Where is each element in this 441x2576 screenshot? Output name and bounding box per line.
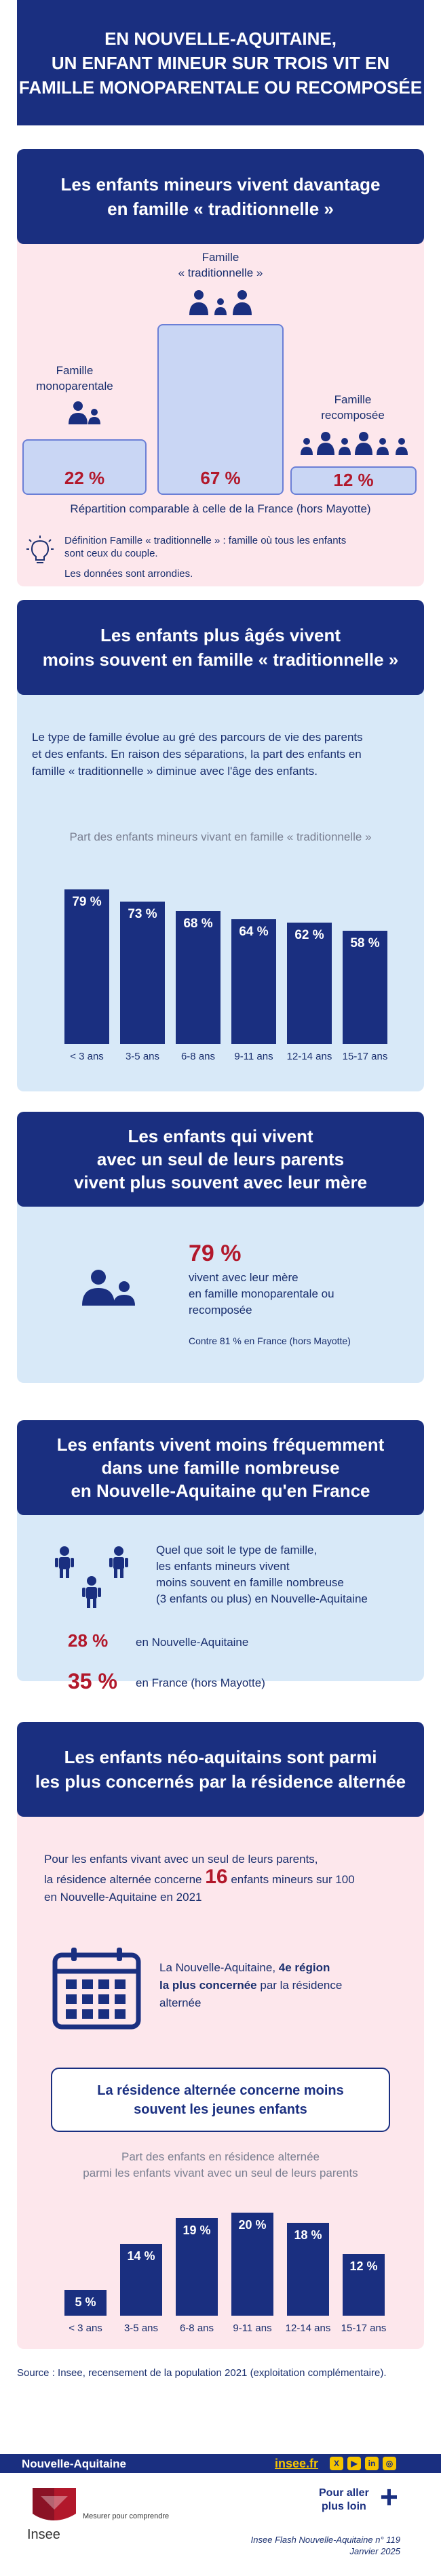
family-recomp-label: Famille recomposée bbox=[321, 393, 385, 422]
family-mono-label: Famille monoparentale bbox=[36, 364, 113, 393]
x-tick-label: 6-8 ans bbox=[179, 2322, 214, 2334]
insee-tagline: Mesurer pour comprendre bbox=[83, 2512, 170, 2520]
three-children-icon bbox=[51, 1546, 132, 1613]
insee-logo bbox=[27, 2487, 81, 2527]
chart-2 bbox=[17, 2183, 424, 2346]
chart-bar bbox=[120, 902, 165, 1044]
na-large-family-value: 28 % bbox=[68, 1630, 109, 1651]
x-tick-label: 9-11 ans bbox=[233, 2322, 272, 2334]
footer-site-link[interactable]: insee.fr bbox=[275, 2457, 319, 2470]
family-trad-icon bbox=[187, 288, 254, 318]
mother-share-compare: Contre 81 % en France (hors Mayotte) bbox=[189, 1335, 351, 1346]
chart-1 bbox=[17, 847, 424, 1071]
family-recomp-icon bbox=[299, 430, 414, 456]
chart-2-title: Part des enfants en résidence alternée parmi les enfants vivant avec un seul de leurs parents bbox=[83, 2150, 358, 2179]
x-tick-label: 3-5 ans bbox=[125, 1051, 160, 1062]
bar-value-label: 5 % bbox=[75, 2295, 96, 2309]
section-5-title: Les enfants néo-aquitains sont parmi les plus concernés par la résidence alternée bbox=[17, 1722, 424, 1817]
family-mono-value: 22 % bbox=[64, 468, 105, 488]
bar-value-label: 58 % bbox=[350, 935, 380, 950]
bar-value-label: 68 % bbox=[183, 917, 213, 931]
family-trad-label: Famille « traditionnelle » bbox=[178, 251, 263, 279]
more-info-link[interactable]: Pour aller plus loin bbox=[319, 2487, 369, 2512]
header-line-2: UN ENFANT MINEUR SUR TROIS VIT EN bbox=[51, 52, 390, 73]
x-tick-label: 15-17 ans bbox=[342, 1051, 388, 1062]
x-tick-label: 12-14 ans bbox=[285, 2322, 331, 2334]
publication-info: Insee Flash Nouvelle-Aquitaine n° 119 Janvier 2025 bbox=[250, 2535, 400, 2556]
x-tick-label: 15-17 ans bbox=[341, 2322, 387, 2334]
definition-text: Définition Famille « traditionnelle » : famille où tous les enfants sont ceux du couple. bbox=[64, 535, 347, 559]
bar-value-label: 62 % bbox=[294, 928, 324, 943]
bar-value-label: 73 % bbox=[128, 906, 157, 921]
chart-bar bbox=[64, 889, 109, 1044]
x-tick-label: < 3 ans bbox=[69, 2322, 102, 2334]
family-mono-icon bbox=[64, 400, 105, 427]
x-tick-label: 6-8 ans bbox=[180, 1051, 216, 1062]
header-line-3: FAMILLE MONOPARENTALE OU RECOMPOSÉE bbox=[18, 77, 423, 98]
header-banner bbox=[17, 0, 424, 125]
bar-value-label: 19 % bbox=[183, 2223, 211, 2237]
mother-share-text: vivent avec leur mère en famille monoparentale ou recomposée bbox=[189, 1271, 334, 1316]
family-trad-value: 67 % bbox=[200, 468, 241, 488]
source-note: Source : Insee, recensement de la population 2021 (exploitation complémentaire). bbox=[17, 2367, 387, 2379]
family-recomp-value: 12 % bbox=[333, 470, 374, 490]
x-tick-label: 12-14 ans bbox=[286, 1051, 332, 1062]
large-family-text: Quel que soit le type de famille, les enfants mineurs vivent moins souvent en famille nombreuse (3 enfants ou plus) en Nouvelle-Aquitaine bbox=[156, 1544, 368, 1605]
social-icons bbox=[326, 2457, 396, 2470]
youtube-icon[interactable]: ▶ bbox=[347, 2457, 361, 2470]
alternate-residence-paragraph: Pour les enfants vivant avec un seul de leurs parents, la résidence alternée concerne 16 enfants mineurs sur 100 en Nouvelle-Aquitaine en 2021 bbox=[44, 1853, 355, 1904]
parent-child-icon bbox=[78, 1268, 139, 1307]
x-tick-label: 3-5 ans bbox=[123, 2322, 159, 2334]
young-children-box: La résidence alternée concerne moins souvent les jeunes enfants bbox=[51, 2068, 390, 2132]
fr-large-family-label: en France (hors Mayotte) bbox=[136, 1676, 265, 1689]
x-icon[interactable]: X bbox=[330, 2457, 343, 2470]
mother-share-value: 79 % bbox=[189, 1241, 242, 1266]
family-caption: Répartition comparable à celle de la France (hors Mayotte) bbox=[70, 502, 371, 515]
bar-value-label: 14 % bbox=[127, 2249, 155, 2263]
footer-region: Nouvelle-Aquitaine bbox=[22, 2457, 126, 2470]
plus-icon[interactable]: + bbox=[380, 2479, 398, 2514]
calendar-icon bbox=[51, 1946, 142, 2030]
section-2-paragraph: Le type de famille évolue au gré des parcours de vie des parents et des enfants. En raison des séparations, la part des enfants en famille « traditionnelle » diminue avec l'âge des enfants. bbox=[32, 731, 363, 778]
x-tick-label: 9-11 ans bbox=[234, 1051, 273, 1062]
insee-logo-text: Insee bbox=[27, 2527, 60, 2542]
section-4-title: Les enfants vivent moins fréquemment dans une famille nombreuse en Nouvelle-Aquitaine qu'en France bbox=[17, 1420, 424, 1515]
rounding-note: Les données sont arrondies. bbox=[64, 568, 193, 580]
na-large-family-label: en Nouvelle-Aquitaine bbox=[136, 1636, 249, 1649]
bar-value-label: 64 % bbox=[239, 924, 269, 939]
footer-bar bbox=[0, 2454, 441, 2473]
region-rank-text: La Nouvelle-Aquitaine, 4e région la plus concernée par la résidence alternée bbox=[159, 1961, 343, 2009]
fr-large-family-value: 35 % bbox=[68, 1669, 117, 1693]
bar-value-label: 18 % bbox=[294, 2228, 322, 2242]
bar-value-label: 20 % bbox=[238, 2218, 267, 2232]
section-2-title: Les enfants plus âgés vivent moins souvent en famille « traditionnelle » bbox=[17, 600, 424, 695]
linkedin-icon[interactable]: in bbox=[365, 2457, 379, 2470]
bar-value-label: 79 % bbox=[72, 895, 102, 910]
header-line-1: EN NOUVELLE-AQUITAINE, bbox=[104, 28, 337, 49]
bar-value-label: 12 % bbox=[349, 2259, 378, 2273]
lightbulb-icon bbox=[26, 534, 54, 567]
x-tick-label: < 3 ans bbox=[70, 1051, 104, 1062]
section-3-title: Les enfants qui vivent avec un seul de leurs parents vivent plus souvent avec leur mère bbox=[17, 1112, 424, 1207]
section-1-title: Les enfants mineurs vivent davantage en famille « traditionnelle » bbox=[17, 149, 424, 244]
instagram-icon[interactable]: ◎ bbox=[383, 2457, 396, 2470]
chart-1-title: Part des enfants mineurs vivant en famille « traditionnelle » bbox=[69, 830, 372, 843]
